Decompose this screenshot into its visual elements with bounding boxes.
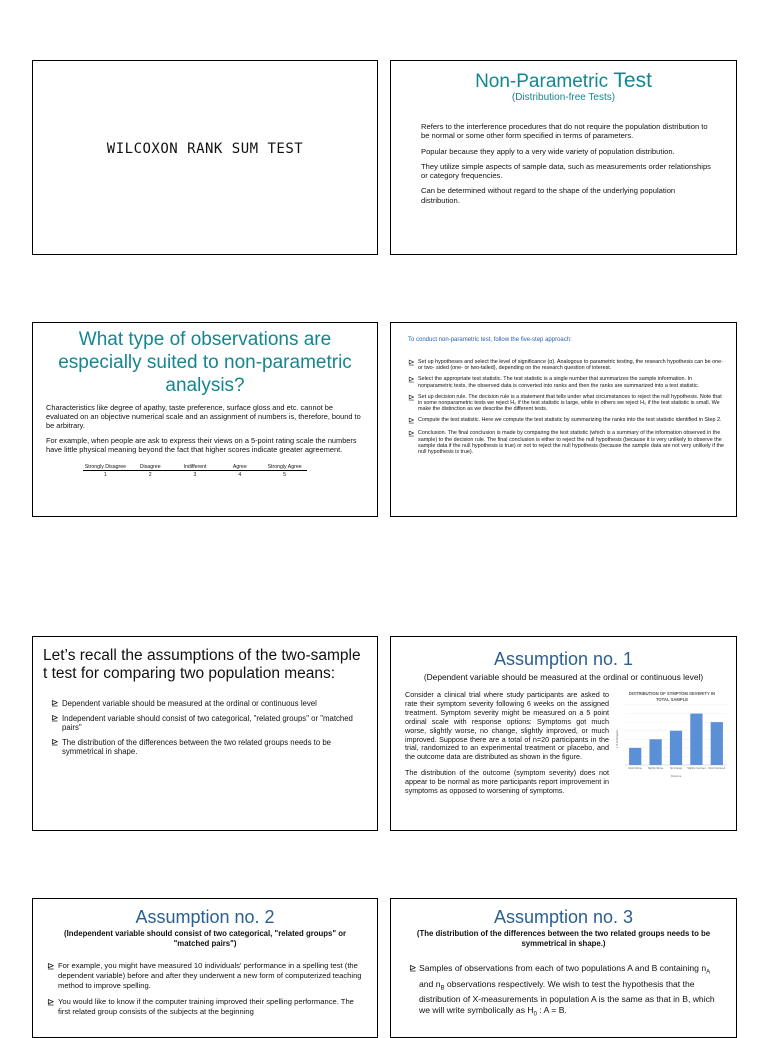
subtitle-text: (Independent variable should consist of two categorical, "related groups" or "matched pairs") — [63, 929, 347, 948]
scale-number: 3 — [193, 472, 197, 478]
title-big: Test — [613, 69, 652, 92]
paragraph: Characteristics like degree of apathy, taste preference, surface gloss and etc. cannot be evaluated on an objective numerical scale and an assignment of numbers is, therefore, bound to be arbitrary. — [46, 403, 361, 430]
chart-bar — [670, 731, 682, 765]
chart-bar — [711, 722, 723, 765]
item-text: For example, you might have measured 10 individuals' performance in a spelling test (the dependent variable) before and after they underwent a new form of computerized teaching method to improve spelling. — [58, 961, 362, 990]
bullet-icon: ⊵ — [51, 698, 59, 708]
list-item — [47, 997, 365, 1017]
list-item — [408, 359, 726, 371]
slide-title: Assumption no. 2 — [135, 907, 275, 927]
scale-label: Indifferent — [183, 464, 207, 470]
slide-observations — [32, 322, 378, 517]
chart-bar — [629, 748, 641, 765]
paragraph: Consider a clinical trial where study participants are asked to rate their symptom severity following 6 weeks on the assigned treatment. Symptom severity might be measured on a 5 point ordinal scale with response options: Symptoms got much worse, slightly worse, no change, slightly improved, or much improved. Suppose there are a total of n=20 participants in the trial, randomized to an experimental treatment or placebo, and the outcome data are distributed as shown in the figure. — [405, 690, 609, 762]
slide-title: What type of observations are especially suited to non-parametric analysis? — [58, 329, 352, 396]
item-text: Samples of observations from each of two populations A and B containing $n_A$ and $n_B$ observations respectively. We wish to test the hypothesis that the distribution of X-measurements in population A is the same as that in B, which we will write symbolically as $H_0$ : A = B. — [419, 963, 715, 1019]
chart-title: DISTRIBUTION OF SYMPTOM SEVERITY IN — [628, 691, 716, 696]
slide-five-steps — [390, 322, 737, 517]
chart-y-label: # of Participants — [616, 729, 619, 749]
title-main: Non-Parametric — [475, 71, 609, 92]
slide-title: Assumption no. 3 — [493, 907, 634, 927]
paragraph: Popular because they apply to a very wide variety of population distribution. — [421, 146, 675, 156]
slide-body — [405, 691, 609, 803]
paragraph: Refers to the interference procedures that do not require the population distribution to be normal or some other form specified in terms of parameters. — [421, 122, 708, 141]
list-item — [408, 417, 726, 425]
bullet-icon: ⊵ — [47, 997, 55, 1007]
assumption-list — [409, 963, 718, 1021]
item-text: You would like to know if the computer training improved their spelling performance. The first related group consists of the subjects at the beginning — [58, 997, 354, 1016]
chart-x-tick-label: Much Worse — [628, 767, 642, 770]
step-text: Conclusion. The final conclusion is made by comparing the test statistic (which is a summary of the information observed in the sample) to the decision rule. The final conclusion is either to reject the null hypothesis (because it is very unlikely to observe the sample data if the null hypothesis is true) or not to reject the null hypothesis (because the sample data are not very unlikely if the null hypothesis is true). — [418, 430, 724, 456]
scale-number: 4 — [238, 472, 242, 478]
slide-assumption-1 — [390, 636, 737, 831]
bullet-icon: ⊵ — [408, 358, 415, 367]
slide-subtitle: (Distribution-free Tests) — [511, 92, 616, 103]
chart-x-label: Outcome — [670, 775, 682, 778]
bullet-icon: ⊵ — [409, 963, 417, 973]
chart-x-tick-label: No Change — [669, 767, 683, 770]
scale-number: 2 — [148, 472, 152, 478]
step-text: Set up decision rule. The decision rule is a statement that tells under what circumstances to reject the null hypothesis. Note that in some nonparametric tests we reject H₀ if the test statistic is large, while in others we reject H₀ if the test statistic is small. We make the distinction as we describe the different tests. — [418, 393, 722, 413]
item-text: Independent variable should consist of two categorical, "related groups" or "matched pairs" — [62, 713, 353, 732]
chart-bar — [649, 739, 661, 765]
slide-wilcoxon-title — [32, 60, 378, 255]
list-item — [47, 961, 365, 991]
bullet-icon: ⊵ — [408, 429, 415, 439]
bullet-icon: ⊵ — [51, 712, 59, 723]
chart-x-ticks — [629, 767, 726, 770]
list-item — [408, 430, 726, 455]
list-item — [51, 699, 365, 709]
chart-x-tick-label: Much Improved — [708, 767, 726, 770]
slide-non-parametric — [390, 60, 737, 255]
paragraph: They utilize simple aspects of sample data, such as measurements order relationships or category frequencies. — [421, 161, 711, 181]
paragraph: Can be determined without regard to the shape of the underlying population distribution. — [421, 186, 676, 205]
bullet-icon: ⊵ — [408, 416, 415, 426]
item-text: The distribution of the differences between the two related groups needs to be symmetrical in shape. — [62, 737, 332, 756]
chart-x-tick-label: Slightly Worse — [647, 767, 664, 770]
slide-title: Assumption no. 1 — [493, 649, 634, 669]
scale-number: 1 — [103, 472, 107, 478]
rating-scale — [83, 464, 307, 471]
chart-x-tick-label: Slightly Improved — [687, 767, 706, 770]
slide-title — [391, 71, 736, 92]
list-item — [409, 963, 718, 1021]
list-item — [51, 738, 365, 757]
scale-number: 5 — [283, 472, 287, 478]
slide-body — [421, 122, 716, 205]
paragraph: The distribution of the outcome (symptom severity) does not appear to be normal as more participants report improvement in symptoms as opposed to worsening of symptoms. — [405, 768, 609, 796]
scale-label: Strongly Disagree — [84, 464, 127, 470]
assumption-list — [51, 699, 365, 757]
slide-subtitle — [53, 929, 357, 949]
list-item — [51, 714, 365, 733]
slide-title: Let’s recall the assumptions of the two-sample t test for comparing two population means: — [43, 647, 361, 682]
bullet-icon: ⊵ — [51, 736, 59, 747]
slide-body — [46, 403, 365, 454]
slide-title: WILCOXON RANK SUM TEST — [106, 141, 304, 157]
bullet-icon: ⊵ — [408, 392, 415, 402]
slide-assumption-3 — [390, 898, 737, 1038]
symptom-severity-chart — [613, 689, 731, 779]
slide-subtitle: (Dependent variable should be measured at the ordinal or continuous level) — [423, 672, 704, 682]
step-text: Select the appropriate test statistic. The test statistic is a single number that summarizes the sample information. In nonparametric tests, the observed data is converted into ranks and then the ranks are summarized into a test statistic. — [418, 376, 700, 389]
chart-title: TOTAL SAMPLE — [655, 697, 689, 702]
assumption-list — [47, 961, 365, 1017]
item-text: Dependent variable should be measured at the ordinal or continuous level — [62, 699, 317, 708]
slide-assumption-2 — [32, 898, 378, 1038]
list-item — [408, 376, 726, 388]
steps-intro: To conduct non-parametric test, follow the five-step approach: — [408, 337, 572, 343]
scale-label: Strongly Agree — [267, 464, 302, 470]
step-text: Set up hypotheses and select the level of significance (α). Analogous to parametric testing, the research hypothesis can be one- or two- sided (one- or two-tailed), depending on the research question of interest. — [418, 359, 723, 372]
steps-list — [408, 359, 726, 455]
scale-label: Agree — [232, 464, 247, 470]
step-text: Compute the test statistic. Here we compute the test statistic by summarizing the ranks into the test statistic identified in Step 2. — [418, 417, 722, 424]
subtitle-text: (The distribution of the differences between the two related groups needs to be symmetrical in shape.) — [416, 929, 711, 948]
bullet-icon: ⊵ — [408, 375, 415, 385]
slide-t-test-assumptions — [32, 636, 378, 831]
bullet-icon: ⊵ — [47, 961, 55, 971]
list-item — [408, 394, 726, 413]
scale-label: Disagree — [139, 464, 161, 470]
paragraph: For example, when people are ask to express their views on a 5-point rating scale the numbers have little physical meaning beyond the fact that higher scores indicate greater agreement. — [46, 436, 357, 454]
rating-scale-numbers — [83, 472, 307, 478]
chart-bar — [690, 714, 702, 765]
slide-subtitle — [405, 929, 722, 949]
